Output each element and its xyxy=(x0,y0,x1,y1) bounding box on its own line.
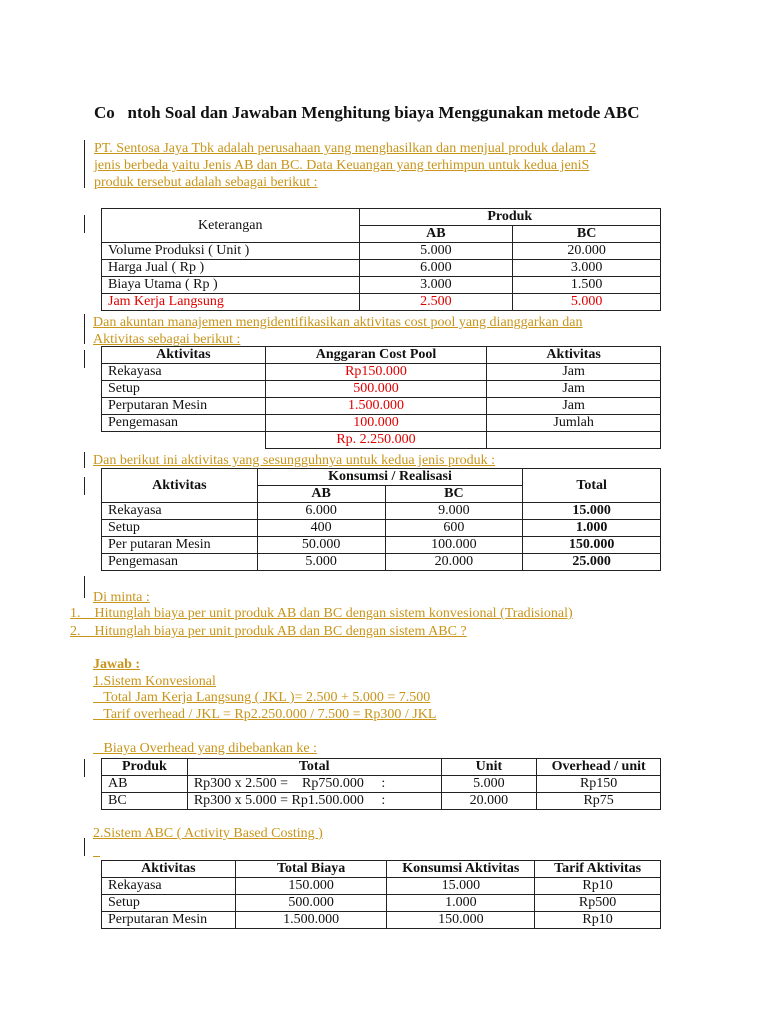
cell-aktivitas: Setup xyxy=(102,895,236,912)
cell-total: Rp300 x 2.500 = Rp750.000 : xyxy=(187,776,441,793)
header-total-biaya: Total Biaya xyxy=(235,861,387,878)
cell-aktivitas: Pengemasan xyxy=(102,415,266,432)
product-table xyxy=(101,208,661,311)
cell-ab: 5.000 xyxy=(359,243,513,260)
overhead-table xyxy=(101,758,661,810)
cell-ab: 6.000 xyxy=(257,503,385,520)
section1-line-3: Biaya Overhead yang dibebankan ke : xyxy=(93,741,317,756)
cell-total-biaya: 1.500.000 xyxy=(235,912,387,929)
jawab-label: Jawab : xyxy=(93,657,141,672)
header-aktivitas-unit: Aktivitas xyxy=(487,347,661,364)
diminta-label: Di minta : xyxy=(93,590,150,605)
cell-aktivitas: Setup xyxy=(102,381,266,398)
cell-ab: 2.500 xyxy=(359,294,513,311)
header-aktivitas: Aktivitas xyxy=(102,469,258,503)
cell-total: Rp. 2.250.000 xyxy=(265,432,487,449)
question-1: 1. Hitunglah biaya per unit produk AB dan BC dengan sistem konvesional (Tradisional) xyxy=(70,606,573,621)
margin-bar xyxy=(84,452,85,468)
cell-bc: 5.000 xyxy=(513,294,661,311)
page-title: Co ntoh Soal dan Jawaban Menghitung biaya Menggunakan metode ABC xyxy=(94,103,640,122)
cell-bc: 3.000 xyxy=(513,260,661,277)
cell-ab: 400 xyxy=(257,520,385,537)
cell-unit: 20.000 xyxy=(441,793,537,810)
header-ab: AB xyxy=(257,486,385,503)
table-row xyxy=(102,895,661,912)
cell-tarif: Rp10 xyxy=(535,878,661,895)
section1-line-1: Total Jam Kerja Langsung ( JKL )= 2.500 + 5.000 = 7.500 xyxy=(93,690,431,705)
table-row xyxy=(102,415,661,432)
cell-empty xyxy=(487,432,661,449)
cell-total-biaya: 500.000 xyxy=(235,895,387,912)
header-overhead: Overhead / unit xyxy=(537,759,661,776)
header-anggaran: Anggaran Cost Pool xyxy=(265,347,487,364)
header-bc: BC xyxy=(513,226,661,243)
cell-anggaran: 100.000 xyxy=(265,415,487,432)
table-row xyxy=(102,277,661,294)
margin-bar xyxy=(84,314,85,344)
para2-line-2: Aktivitas sebagai berikut : xyxy=(93,332,241,347)
cell-unit: Jam xyxy=(487,364,661,381)
header-konsumsi: Konsumsi / Realisasi xyxy=(257,469,522,486)
header-total: Total xyxy=(523,469,661,503)
cell-anggaran: Rp150.000 xyxy=(265,364,487,381)
table-row xyxy=(102,776,661,793)
cell-tarif: Rp10 xyxy=(535,912,661,929)
section2-title: 2.Sistem ABC ( Activity Based Costing ) xyxy=(93,826,323,841)
section1-title: 1.Sistem Konvesional xyxy=(93,674,216,689)
cell-produk: BC xyxy=(102,793,188,810)
header-tarif: Tarif Aktivitas xyxy=(535,861,661,878)
margin-bar xyxy=(84,350,85,368)
cell-produk: AB xyxy=(102,776,188,793)
intro-line-2: jenis berbeda yaitu Jenis AB dan BC. Data Keuangan yang terhimpun untuk kedua jeniS xyxy=(94,158,590,173)
table-row xyxy=(102,432,661,449)
cell-ab: 6.000 xyxy=(359,260,513,277)
table-row xyxy=(102,878,661,895)
margin-bar xyxy=(84,215,85,233)
header-konsumsi: Konsumsi Aktivitas xyxy=(387,861,535,878)
cell-bc: 20.000 xyxy=(385,554,523,571)
cell-empty xyxy=(102,432,266,449)
table-row xyxy=(102,912,661,929)
cell-unit: Jam xyxy=(487,398,661,415)
cell-aktivitas: Perputaran Mesin xyxy=(102,398,266,415)
cell-total: Rp300 x 5.000 = Rp1.500.000 : xyxy=(187,793,441,810)
margin-bar xyxy=(84,140,85,188)
header-total: Total xyxy=(187,759,441,776)
cell-aktivitas: Rekayasa xyxy=(102,503,258,520)
cell-bc: 100.000 xyxy=(385,537,523,554)
cell-total: 25.000 xyxy=(523,554,661,571)
cell-aktivitas: Perputaran Mesin xyxy=(102,912,236,929)
cell-overhead: Rp75 xyxy=(537,793,661,810)
table-row xyxy=(102,520,661,537)
table-row xyxy=(102,364,661,381)
margin-bar xyxy=(84,477,85,495)
row-label: Harga Jual ( Rp ) xyxy=(102,260,360,277)
cell-konsumsi: 15.000 xyxy=(387,878,535,895)
section1-line-2: Tarif overhead / JKL = Rp2.250.000 / 7.500 = Rp300 / JKL xyxy=(93,707,437,722)
header-keterangan: Keterangan xyxy=(102,209,360,243)
margin-bar xyxy=(84,576,85,598)
table-row xyxy=(102,537,661,554)
cell-ab: 50.000 xyxy=(257,537,385,554)
cell-bc: 1.500 xyxy=(513,277,661,294)
header-produk: Produk xyxy=(359,209,660,226)
table-row xyxy=(102,294,661,311)
cell-total-biaya: 150.000 xyxy=(235,878,387,895)
consumption-table xyxy=(101,468,661,571)
cell-aktivitas: Rekayasa xyxy=(102,878,236,895)
row-label: Jam Kerja Langsung xyxy=(102,294,360,311)
header-aktivitas: Aktivitas xyxy=(102,347,266,364)
section2-underscore xyxy=(93,856,100,857)
header-produk: Produk xyxy=(102,759,188,776)
cell-ab: 3.000 xyxy=(359,277,513,294)
margin-bar xyxy=(84,759,85,777)
cell-total: 150.000 xyxy=(523,537,661,554)
cell-unit: Jumlah xyxy=(487,415,661,432)
para2-line-1: Dan akuntan manajemen mengidentifikasikan aktivitas cost pool yang dianggarkan dan xyxy=(93,315,583,330)
cell-bc: 9.000 xyxy=(385,503,523,520)
cell-bc: 600 xyxy=(385,520,523,537)
cell-overhead: Rp150 xyxy=(537,776,661,793)
table-row xyxy=(102,398,661,415)
margin-bar xyxy=(84,838,85,856)
cell-aktivitas: Setup xyxy=(102,520,258,537)
cell-anggaran: 1.500.000 xyxy=(265,398,487,415)
table-row xyxy=(102,554,661,571)
header-ab: AB xyxy=(359,226,513,243)
abc-table xyxy=(101,860,661,929)
cell-aktivitas: Pengemasan xyxy=(102,554,258,571)
table-row xyxy=(102,381,661,398)
cell-unit: 5.000 xyxy=(441,776,537,793)
table-row xyxy=(102,503,661,520)
cell-aktivitas: Per putaran Mesin xyxy=(102,537,258,554)
header-bc: BC xyxy=(385,486,523,503)
row-label: Volume Produksi ( Unit ) xyxy=(102,243,360,260)
cell-aktivitas: Rekayasa xyxy=(102,364,266,381)
cell-tarif: Rp500 xyxy=(535,895,661,912)
table-row xyxy=(102,260,661,277)
cost-pool-table xyxy=(101,346,661,449)
para3: Dan berikut ini aktivitas yang sesungguhnya untuk kedua jenis produk : xyxy=(93,453,496,468)
header-unit: Unit xyxy=(441,759,537,776)
question-2: 2. Hitunglah biaya per unit produk AB dan BC dengan sistem ABC ? xyxy=(70,624,467,639)
cell-konsumsi: 1.000 xyxy=(387,895,535,912)
cell-total: 1.000 xyxy=(523,520,661,537)
row-label: Biaya Utama ( Rp ) xyxy=(102,277,360,294)
cell-bc: 20.000 xyxy=(513,243,661,260)
cell-unit: Jam xyxy=(487,381,661,398)
header-aktivitas: Aktivitas xyxy=(102,861,236,878)
intro-line-3: produk tersebut adalah sebagai berikut : xyxy=(94,175,318,190)
table-row xyxy=(102,243,661,260)
intro-line-1: PT. Sentosa Jaya Tbk adalah perusahaan yang menghasilkan dan menjual produk dalam 2 xyxy=(94,141,597,156)
cell-total: 15.000 xyxy=(523,503,661,520)
cell-ab: 5.000 xyxy=(257,554,385,571)
cell-anggaran: 500.000 xyxy=(265,381,487,398)
table-row xyxy=(102,793,661,810)
cell-konsumsi: 150.000 xyxy=(387,912,535,929)
